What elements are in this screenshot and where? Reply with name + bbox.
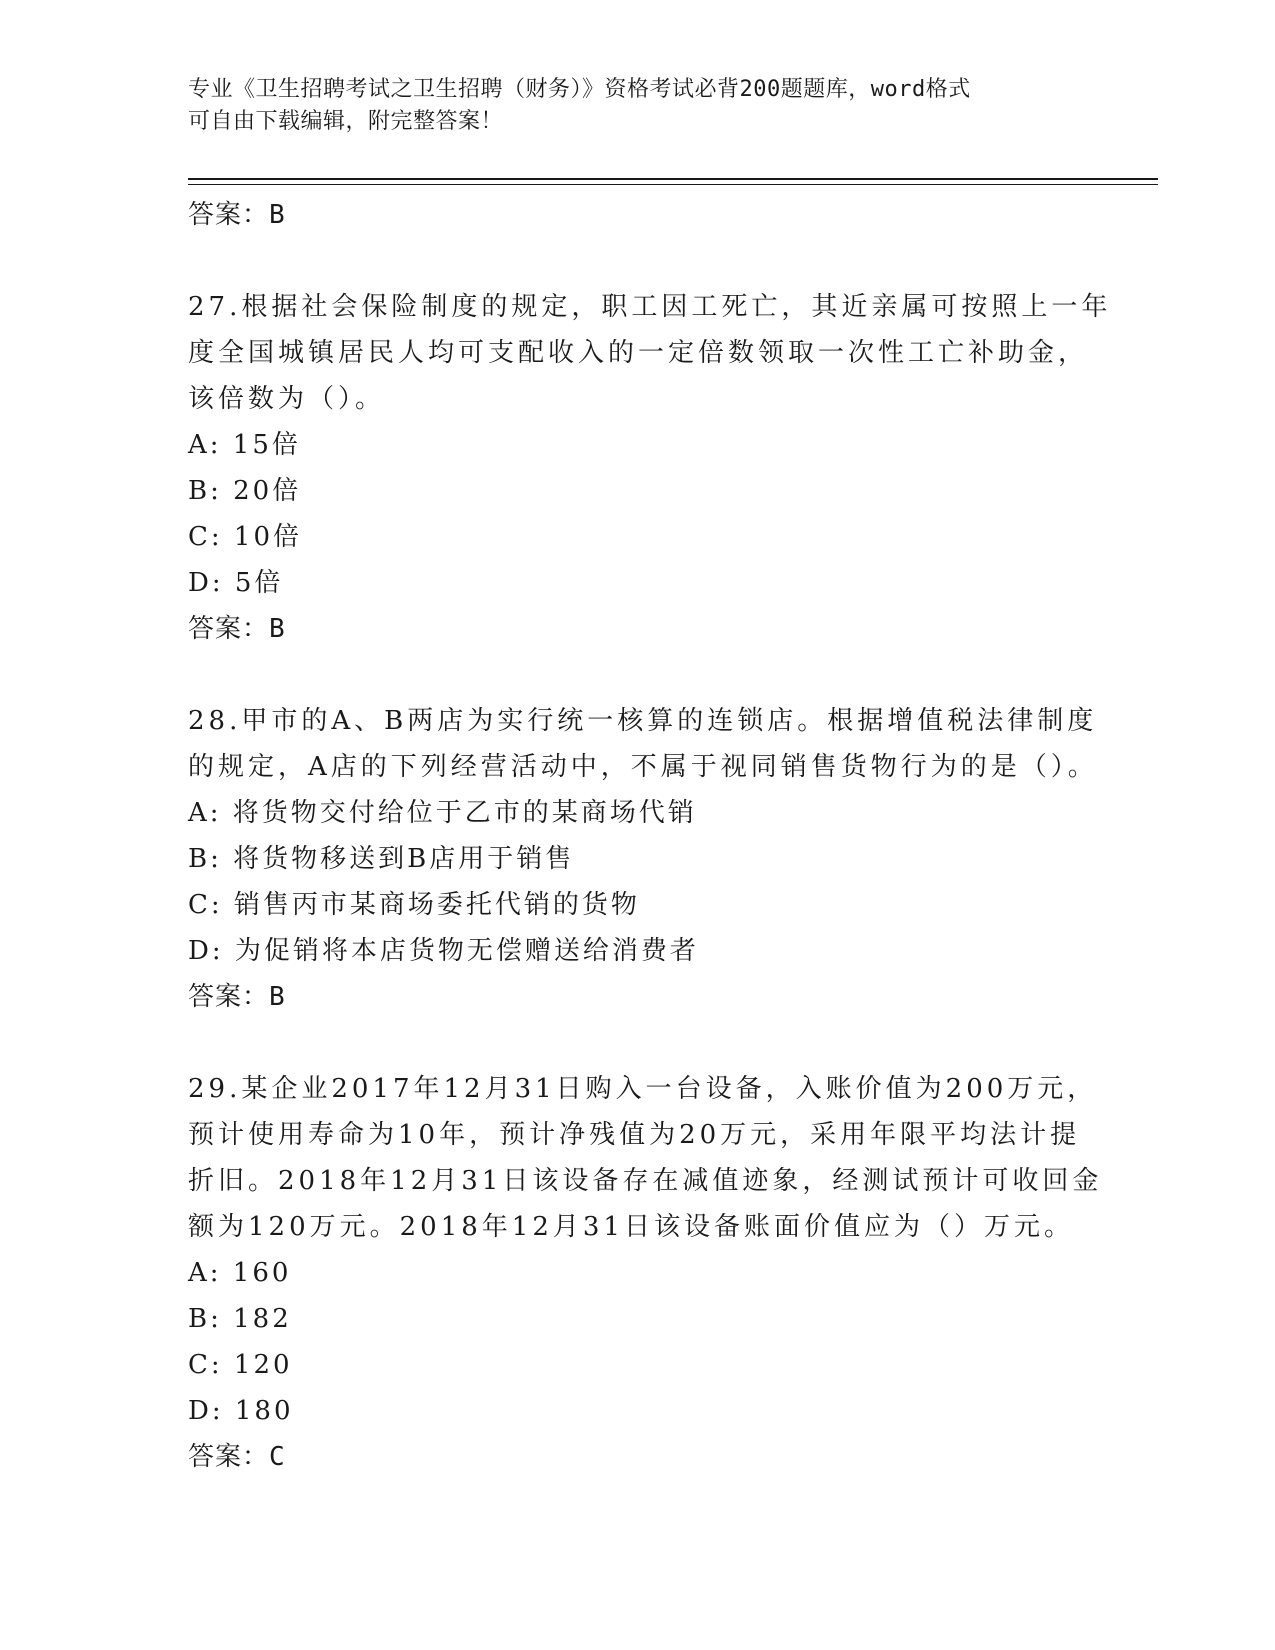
question-stem-line: 28.甲市的A、B两店为实行统一核算的连锁店。根据增值税法律制度: [188, 706, 1098, 736]
question-stem-line: 27.根据社会保险制度的规定，职工因工死亡，其近亲属可按照上一年: [188, 292, 1112, 322]
option-d: D: 5倍: [188, 568, 284, 598]
option-c: C: 10倍: [188, 522, 303, 552]
header-divider-thin: [188, 184, 1158, 185]
answer-line: 答案：B: [188, 614, 286, 644]
header-line-1: 专业《卫生招聘考试之卫生招聘（财务）》资格考试必背200题题库，word格式: [188, 77, 971, 102]
spacer: [188, 1020, 1088, 1066]
option-d: D: 为促销将本店货物无偿赠送给消费者: [188, 936, 699, 966]
answer-line: 答案：B: [188, 982, 286, 1012]
question-29: [188, 1066, 1103, 1480]
question-stem-line: 额为120万元。2018年12月31日该设备账面价值应为（）万元。: [188, 1212, 1074, 1242]
option-b: B: 将货物移送到B店用于销售: [188, 844, 575, 874]
option-c: C: 销售丙市某商场委托代销的货物: [188, 890, 640, 920]
question-stem-line: 预计使用寿命为10年，预计净残值为20万元，采用年限平均法计提: [188, 1120, 1081, 1150]
option-b: B: 182: [188, 1304, 292, 1334]
question-stem-line: 该倍数为（）。: [188, 384, 386, 414]
question-stem-line: 29.某企业2017年12月31日购入一台设备，入账价值为200万元，: [188, 1074, 1098, 1104]
option-d: D: 180: [188, 1396, 294, 1426]
option-a: A: 15倍: [188, 430, 301, 460]
header-line-2: 可自由下载编辑，附完整答案！: [188, 109, 504, 134]
option-b: B: 20倍: [188, 476, 302, 506]
question-28: [188, 698, 1098, 1020]
spacer: [188, 238, 1088, 284]
document-body: [188, 192, 1112, 1480]
header-divider-thick: [188, 178, 1158, 180]
answer-line: 答案：B: [188, 200, 286, 230]
option-a: A: 160: [188, 1258, 292, 1288]
answer-line: 答案：C: [188, 1442, 286, 1472]
document-header: [188, 74, 1068, 138]
spacer: [188, 652, 1088, 698]
question-27: [188, 284, 1112, 652]
option-a: A: 将货物交付给位于乙市的某商场代销: [188, 798, 697, 828]
question-stem-line: 度全国城镇居民人均可支配收入的一定倍数领取一次性工亡补助金，: [188, 338, 1089, 368]
question-stem-line: 的规定，A店的下列经营活动中，不属于视同销售货物行为的是（）。: [188, 752, 1098, 782]
question-stem-line: 折旧。2018年12月31日该设备存在减值迹象，经测试预计可收回金: [188, 1166, 1103, 1196]
option-c: C: 120: [188, 1350, 293, 1380]
